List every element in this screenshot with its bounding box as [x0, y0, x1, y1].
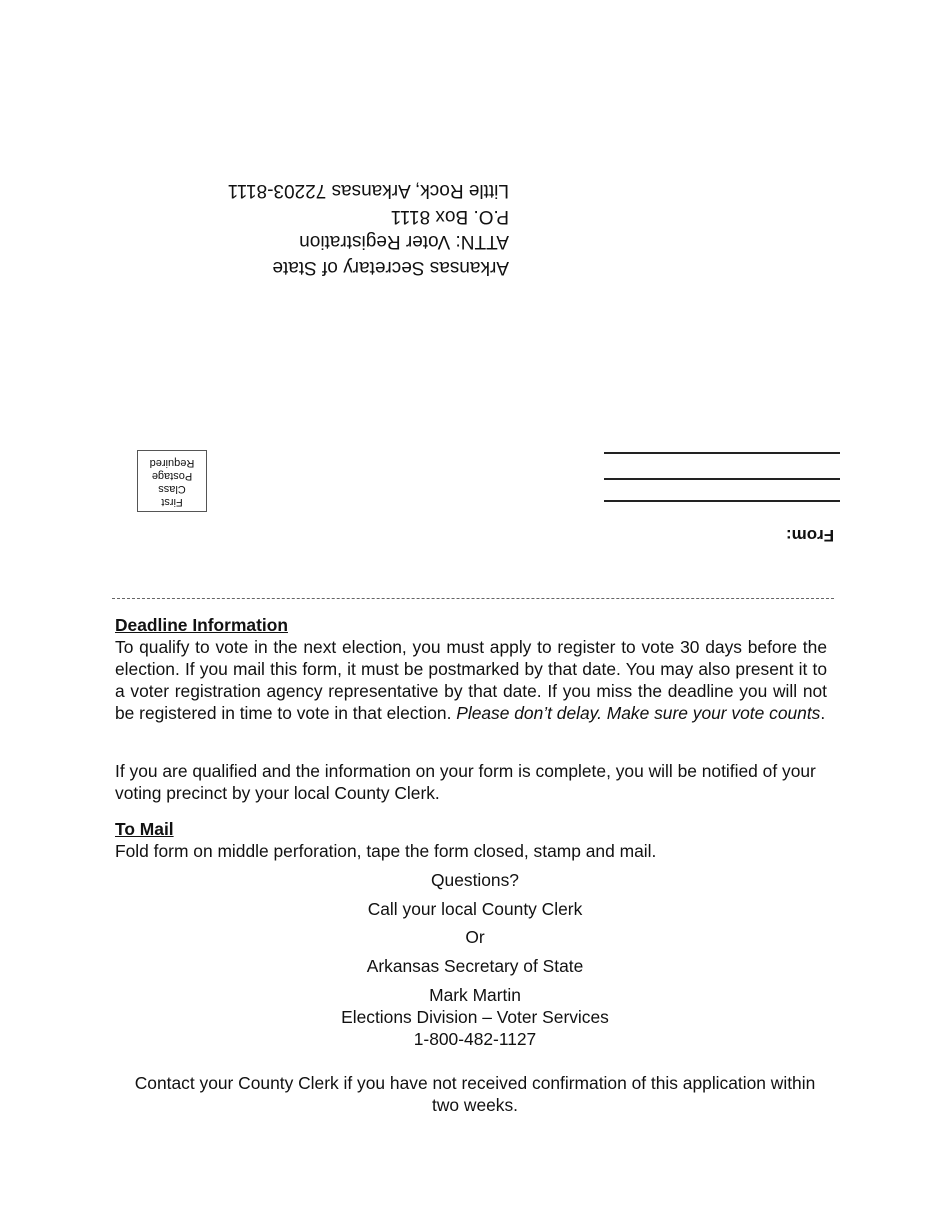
- notification-paragraph: If you are qualified and the information on your form is complete, you will be notified of your voting precinct by your local County Clerk.: [115, 761, 816, 803]
- address-line: Arkansas Secretary of State: [272, 257, 509, 278]
- division-name: Elections Division – Voter Services: [341, 1007, 609, 1027]
- deadline-end: .: [820, 703, 826, 723]
- stamp-line: First: [161, 496, 183, 508]
- phone-number: 1-800-482-1127: [413, 1029, 537, 1049]
- footer-notice: Contact your County Clerk if you have not received confirmation of this application within two weeks.: [134, 1073, 816, 1115]
- deadline-paragraph: [115, 636, 827, 724]
- stamp-line: Required: [149, 457, 195, 469]
- contact-name: Mark Martin: [429, 985, 521, 1005]
- secretary-of-state-text: Arkansas Secretary of State: [366, 956, 584, 976]
- deadline-text: To qualify to vote in the next election, you must apply to register to vote 30 days before the election. If you mail this form, it must be postmarked by that date. You may also present it to a voter registration agency representative by that date. If you miss the deadline you will not be registered in time to vote in that election.: [115, 637, 827, 723]
- return-address-line[interactable]: [604, 500, 840, 502]
- stamp-line: Class: [158, 483, 186, 495]
- mailing-address: [183, 178, 509, 280]
- return-address-line[interactable]: [604, 452, 840, 454]
- to-mail-text: Fold form on middle perforation, tape the form closed, stamp and mail.: [115, 841, 657, 861]
- or-text: Or: [465, 927, 485, 947]
- address-line: ATTN: Voter Registration: [299, 231, 509, 253]
- from-label: From:: [786, 526, 835, 545]
- call-clerk-text: Call your local County Clerk: [367, 899, 583, 919]
- to-mail-section: [115, 818, 827, 862]
- perforation-line: [112, 598, 834, 599]
- postage-stamp-box: [137, 450, 207, 512]
- address-line: P.O. Box 8111: [390, 206, 509, 227]
- address-line: Little Rock, Arkansas 72203-8111: [227, 180, 509, 202]
- questions-label: Questions?: [431, 870, 519, 890]
- deadline-heading: Deadline Information: [115, 615, 288, 635]
- to-mail-heading: To Mail: [115, 819, 174, 839]
- return-address-line[interactable]: [604, 478, 840, 480]
- stamp-line: Postage: [151, 470, 193, 482]
- deadline-emphasis: Please don’t delay. Make sure your vote counts: [456, 703, 821, 723]
- deadline-section: [115, 614, 827, 724]
